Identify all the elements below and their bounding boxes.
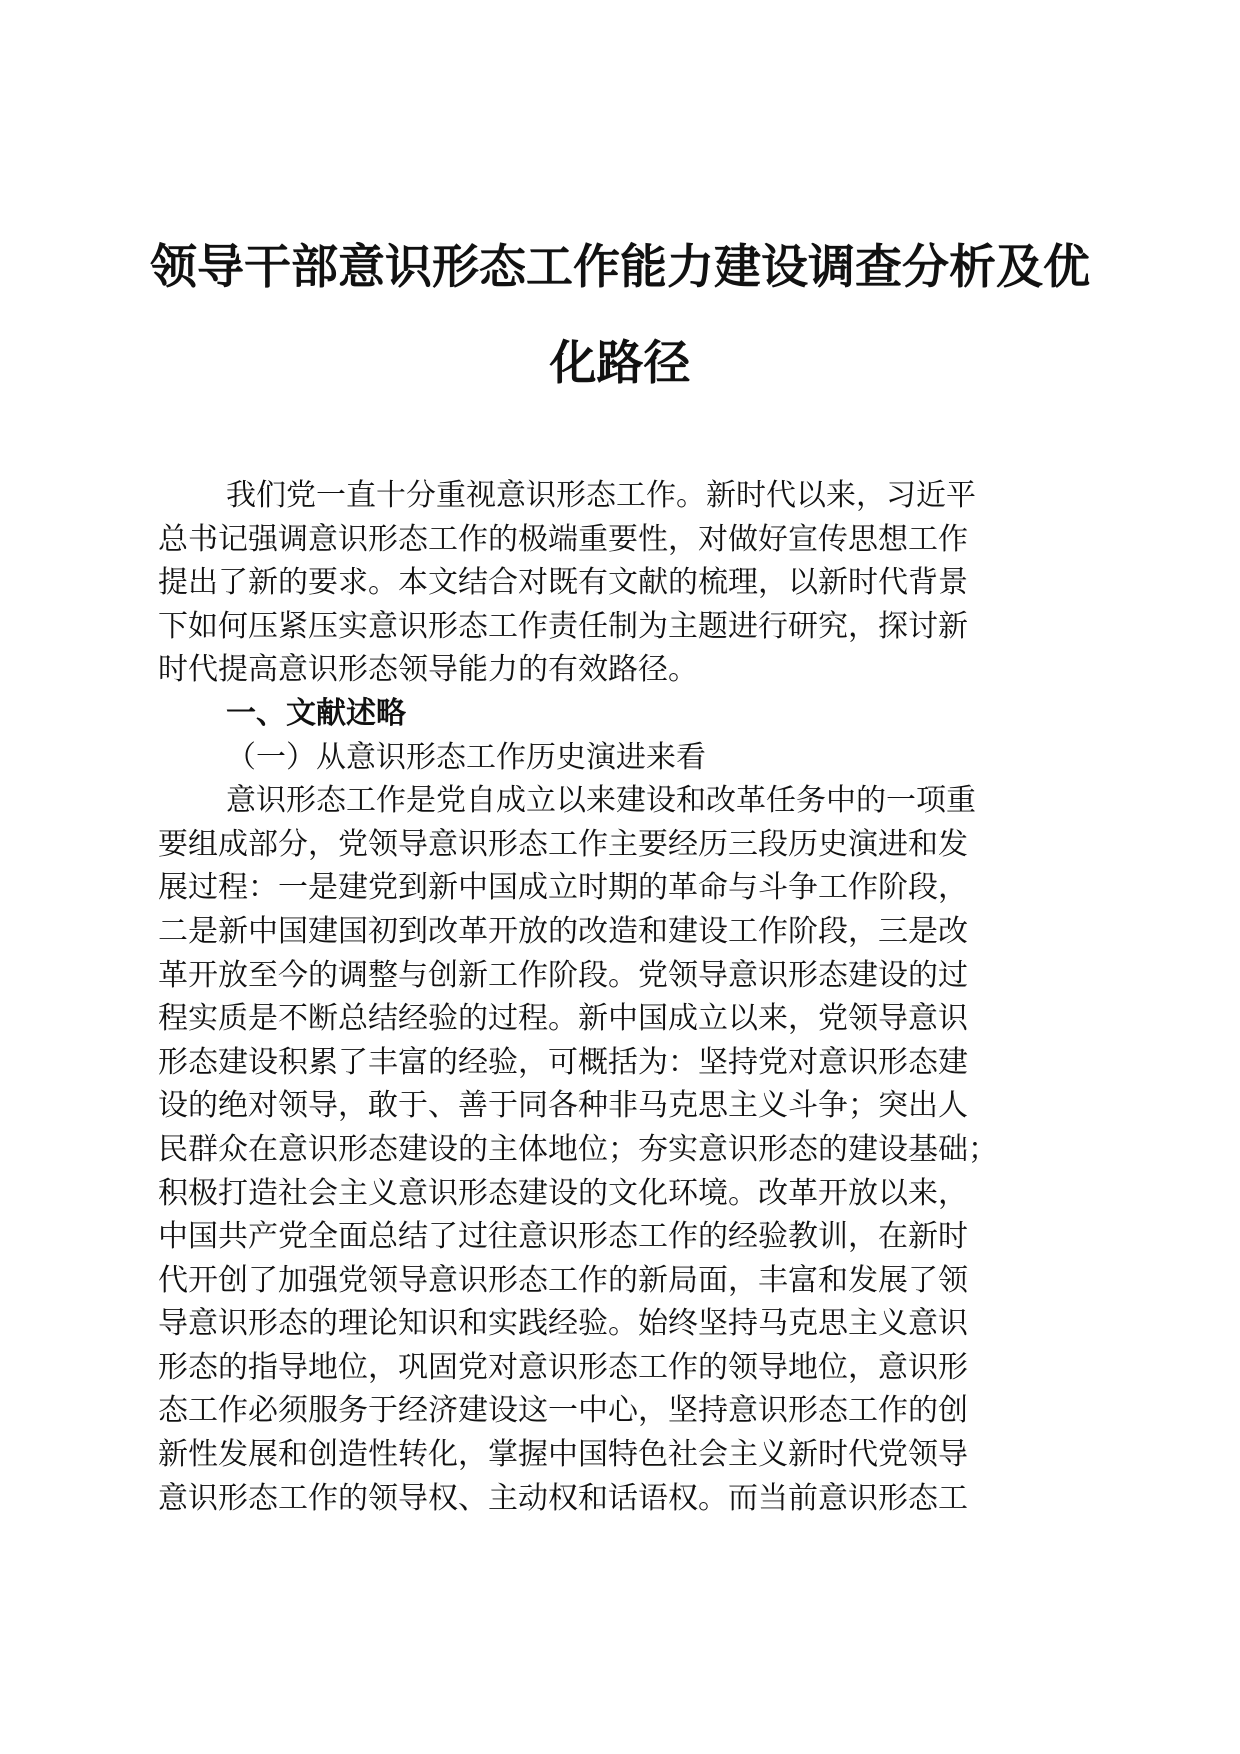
section-heading: 一、文献述略	[226, 695, 406, 731]
body-line: 意识形态工作的领导权、主动权和话语权。而当前意识形态工	[158, 1480, 968, 1516]
body-line: 态工作必须服务于经济建设这一中心，坚持意识形态工作的创	[158, 1393, 968, 1429]
body-line: 新性发展和创造性转化，掌握中国特色社会主义新时代党领导	[158, 1437, 968, 1473]
body-line: 代开创了加强党领导意识形态工作的新局面，丰富和发展了领	[158, 1262, 968, 1298]
body-line: 要组成部分，党领导意识形态工作主要经历三段历史演进和发	[158, 826, 968, 862]
body-line: 形态的指导地位，巩固党对意识形态工作的领导地位，意识形	[158, 1349, 968, 1385]
intro-line: 总书记强调意识形态工作的极端重要性，对做好宣传思想工作	[158, 521, 968, 557]
body-line: 积极打造社会主义意识形态建设的文化环境。改革开放以来，	[158, 1175, 968, 1211]
subsection-heading: （一）从意识形态工作历史演进来看	[226, 739, 706, 775]
body-line: 导意识形态的理论知识和实践经验。始终坚持马克思主义意识	[158, 1306, 968, 1342]
body-line: 设的绝对领导，敢于、善于同各种非马克思主义斗争；突出人	[158, 1088, 968, 1124]
body-line: 中国共产党全面总结了过往意识形态工作的经验教训，在新时	[158, 1219, 968, 1255]
title-line-1: 领导干部意识形态工作能力建设调查分析及优	[150, 240, 1090, 295]
body-line: 形态建设积累了丰富的经验，可概括为：坚持党对意识形态建	[158, 1044, 968, 1080]
body-line: 展过程：一是建党到新中国成立时期的革命与斗争工作阶段，	[158, 870, 968, 906]
body-line: 意识形态工作是党自成立以来建设和改革任务中的一项重	[226, 783, 976, 819]
document-title	[150, 220, 1090, 412]
intro-line: 提出了新的要求。本文结合对既有文献的梳理，以新时代背景	[158, 565, 968, 601]
intro-line: 我们党一直十分重视意识形态工作。新时代以来，习近平	[226, 478, 976, 513]
document-body	[158, 474, 1078, 1520]
body-line: 程实质是不断总结经验的过程。新中国成立以来，党领导意识	[158, 1001, 968, 1037]
body-line: 民群众在意识形态建设的主体地位；夯实意识形态的建设基础；	[158, 1131, 998, 1167]
title-line-2: 化路径	[549, 336, 691, 391]
body-line: 二是新中国建国初到改革开放的改造和建设工作阶段，三是改	[158, 913, 968, 949]
body-line: 革开放至今的调整与创新工作阶段。党领导意识形态建设的过	[158, 957, 968, 993]
intro-line: 时代提高意识形态领导能力的有效路径。	[158, 652, 698, 688]
intro-line: 下如何压紧压实意识形态工作责任制为主题进行研究，探讨新	[158, 608, 968, 644]
